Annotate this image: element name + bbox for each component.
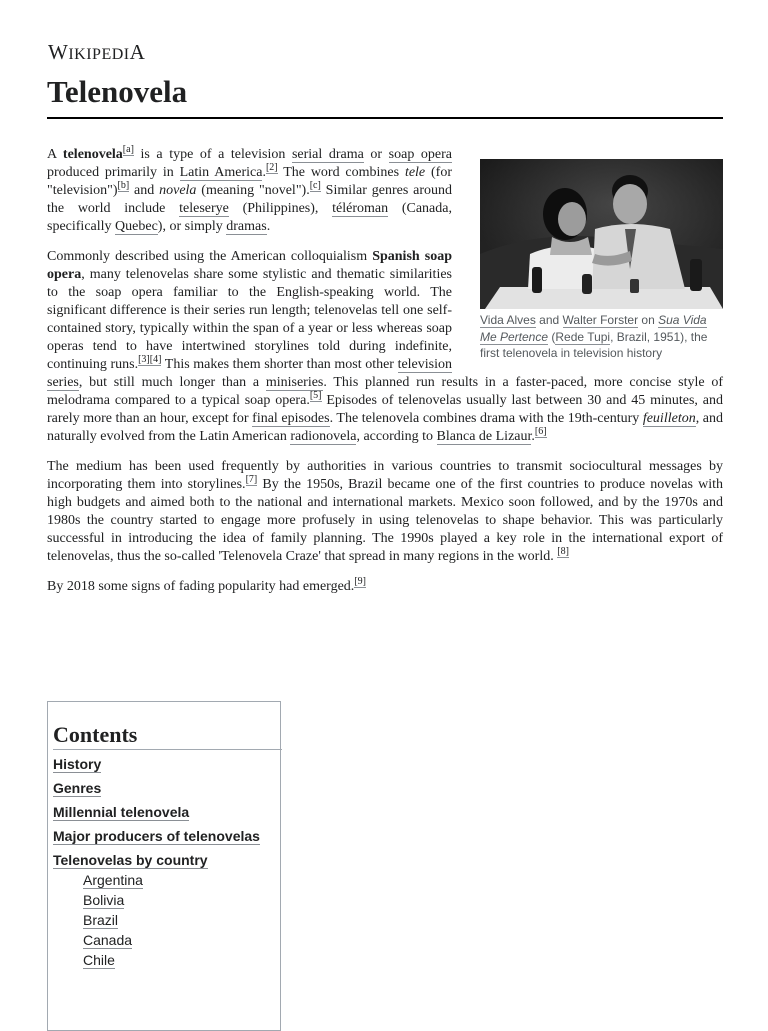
link-miniseries[interactable]: miniseries [265,375,324,390]
link-serial-drama[interactable]: serial drama [291,147,364,162]
toc-subitem-chile[interactable]: Chile [83,952,115,968]
infobox-figure [480,159,723,362]
caption-text: on [638,313,659,327]
paragraph-intro: A telenovela[a] is a type of a television serial drama or soap opera produced primarily in Latin America.[2] The word combines tele (for "television")[b] and novela (meaning "novel").[c] Similar genres around the world include teleserye (Philippines), téléroman (Canada, specifically Quebec), or simply dramas. [47,144,452,234]
link-vida-alves[interactable]: Vida Alves [480,313,536,327]
ref-c[interactable]: [c] [309,180,321,192]
article-body [47,146,723,608]
ref-5[interactable]: [5] [309,390,322,402]
toc-subitem-brazil[interactable]: Brazil [83,912,119,928]
paragraph-popularity: By 2018 some signs of fading popularity had emerged.[9] [47,576,366,594]
paragraph-description: Commonly described using the American colloquialism Spanish soap opera, many telenovelas share some stylistic and thematic similarities to the soap opera familiar to the English-speaking world. The significant difference is their series run length; telenovelas tell one self-contained story, typically within the span of a year or less whereas soap operas tend to have intertwined storylines told during indefinite, continuing runs.[3][4] This makes them shorter than most other television series, but still much longer than a miniseries. This planned run results in a faster-paced, more concise style of melodrama compared to a typical soap opera.[5] Episodes of telenovelas usually last between 30 and 45 minutes, and rarely more than an hour, except for final episodes. The telenovela combines drama with the 19th-century feuilleton, and naturally evolved from the Latin American radionovela, according to Blanca de Lizaur.[6] [47,249,724,444]
toc-item-history[interactable]: History [53,756,102,772]
ref-3[interactable]: [3] [138,354,150,366]
paragraph-medium: The medium has been used frequently by authorities in various countries to transmit sociocultural messages by incorporating them into storylines.[7] By the 1950s, Brazil became one of the first countries to produce novelas with high budgets and aimed both to the national and international markets. Mexico soon followed, and by the 1970s and 1980s the country started to engage more profusely in using telenovelas to shape behavior. This was particularly successful in introducing the idea of family planning. The 1990s played a key role in the international export of telenovelas, thus the so-called 'Telenovela Craze' that spread in many regions in the world. [8] [47,459,724,564]
table-of-contents [47,701,281,1031]
link-feuilleton[interactable]: feuilleton [642,411,696,426]
caption-text: and [535,313,563,327]
ref-4[interactable]: [4] [149,354,162,366]
toc-item-genres[interactable]: Genres [53,780,102,796]
link-sua-vida-me-pertence[interactable]: Sua Vida Me Pertence [480,313,707,344]
link-radionovela[interactable]: radionovela [290,429,357,444]
link-teleserye[interactable]: teleserye [179,201,229,216]
ref-a[interactable]: [a] [122,144,134,156]
title-divider [47,117,723,119]
caption-text: ( [548,329,556,344]
ref-8[interactable]: [8] [557,546,569,558]
toc-item-major-producers[interactable]: Major producers of telenovelas [53,828,260,844]
telenovela-photo[interactable] [480,159,723,309]
link-teleroman[interactable]: téléroman [332,201,389,216]
logo-text: A [129,40,146,64]
ref-6[interactable]: [6] [534,426,547,438]
term-telenovela: telenovela [62,147,123,162]
ref-2[interactable]: [2] [265,162,278,174]
link-quebec[interactable]: Quebec [115,219,158,234]
ref-7[interactable]: [7] [245,474,258,486]
link-rede-tupi[interactable]: Rede Tupi [555,329,611,344]
link-latin-america[interactable]: Latin America [179,165,263,180]
ref-b[interactable]: [b] [117,180,130,192]
wikipedia-logo[interactable] [48,40,145,65]
toc-item-millennial-telenovela[interactable]: Millennial telenovela [53,804,190,820]
ref-9[interactable]: [9] [354,576,366,588]
toc-heading: Contents [53,722,282,750]
page-title: Telenovela [47,74,188,109]
caption-text: , Brazil, 1951), the first telenovela in television history [480,329,708,360]
toc-subitem-canada[interactable]: Canada [83,932,133,948]
link-walter-forster[interactable]: Walter Forster [562,313,639,327]
logo-text: IKIPEDI [68,46,130,63]
link-soap-opera[interactable]: soap opera [388,147,452,162]
link-television-series[interactable]: television series [47,357,452,390]
toc-item-telenovelas-by-country[interactable]: Telenovelas by country [53,852,208,868]
link-blanca-de-lizaur[interactable]: Blanca de Lizaur [436,429,532,444]
link-dramas[interactable]: dramas [226,219,267,234]
logo-text: W [48,40,69,64]
figure-caption [480,309,723,362]
term-spanish-soap-opera: Spanish soap opera [47,249,452,282]
toc-subitem-argentina[interactable]: Argentina [83,872,143,888]
link-final-episodes[interactable]: final episodes [252,411,330,426]
toc-subitem-bolivia[interactable]: Bolivia [83,892,125,908]
